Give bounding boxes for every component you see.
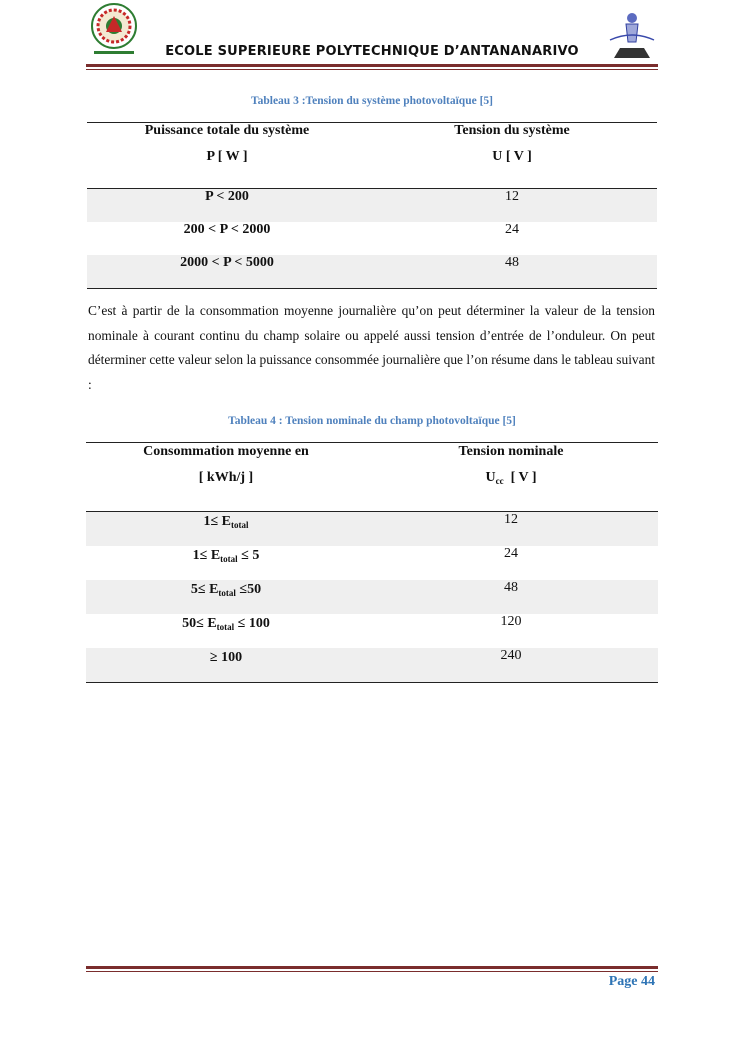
table3: [87, 122, 657, 289]
table4-col1-header: [86, 439, 366, 491]
table4-col1-unit: [ kWh/j ]: [198, 470, 254, 485]
table3-row2-power: 200 < P < 2000: [183, 222, 271, 237]
table4-row1-consumption: $1\le E_{total}$: [203, 514, 249, 530]
table3-row3-power: 2000 < P < 5000: [180, 255, 274, 270]
table3-header: [87, 122, 657, 189]
table4-col2-title: Tension nominale: [458, 444, 564, 459]
table3-caption: Tableau 3 :Tension du système photovoltaïque [5]: [251, 95, 493, 107]
table4-row2-consumption: $1\le E_{total} \le 5$: [192, 548, 260, 564]
table4-caption: Tableau 4 : Tension nominale du champ photovoltaïque [5]: [228, 415, 516, 427]
table-row: [87, 255, 657, 288]
table-row: [86, 512, 658, 546]
table3-row2-voltage: 24: [505, 222, 519, 237]
table3-col1-title: Puissance totale du système: [144, 123, 310, 138]
table4-row4-voltage: 120: [500, 614, 522, 629]
table3-bottom-rule: [87, 288, 657, 289]
header-rule-thick: [86, 64, 658, 67]
table3-row1-power: P < 200: [205, 189, 249, 204]
department-trophy-logo: [606, 8, 658, 62]
table-row: [86, 580, 658, 614]
table3-col2-unit: U [ V ]: [492, 149, 532, 164]
table3-col2-header: [417, 118, 607, 170]
header-rule-thin: [86, 69, 658, 70]
table3-col1-unit: P [ W ]: [206, 149, 248, 164]
table4-col1-title: Consommation moyenne en: [143, 444, 309, 459]
body-paragraph: C’est à partir de la consommation moyenne journalière qu’on peut déterminer la valeur de la tension nominale à courant continu du champ solaire ou appelé aussi tension d’entrée de l’onduleur. On peut déterminer cette valeur selon la puissance consommée journalière que l’on résume dans le tableau suivant :: [88, 303, 655, 392]
table4-row4-consumption: $50\le E_{total} \le 100$: [182, 616, 270, 632]
table4-row5-voltage: 240: [500, 648, 522, 663]
table4-bottom-rule: [86, 682, 658, 683]
table4-row3-voltage: 48: [504, 580, 518, 595]
footer-rule-thick: [86, 966, 658, 969]
table4-header: [86, 442, 658, 512]
table4: [86, 442, 658, 683]
footer-rule-thin: [86, 971, 658, 972]
header-title: ECOLE SUPERIEURE POLYTECHNIQUE D’ANTANANARIVO: [165, 44, 579, 59]
page-number: Page 44: [608, 974, 655, 989]
table-row: [87, 222, 657, 255]
table4-col2-header: [416, 439, 606, 494]
table4-row5-consumption: ≥ 100: [209, 650, 243, 665]
page-header: [86, 0, 658, 72]
table4-row2-voltage: 24: [504, 546, 518, 561]
table3-row3-voltage: 48: [505, 255, 519, 270]
table3-row1-voltage: 12: [505, 189, 519, 204]
table-row: [86, 648, 658, 682]
table3-col1-header: [87, 118, 367, 170]
table4-row1-voltage: 12: [504, 512, 518, 527]
table3-col2-title: Tension du système: [454, 123, 570, 138]
table4-row3-consumption: $5\le E_{total} \le 50$: [190, 582, 262, 598]
table-row: [86, 546, 658, 580]
table-row: [87, 189, 657, 222]
table-row: [86, 614, 658, 648]
table4-col2-unit: $U_{cc}$ [ V ]: [485, 470, 537, 486]
